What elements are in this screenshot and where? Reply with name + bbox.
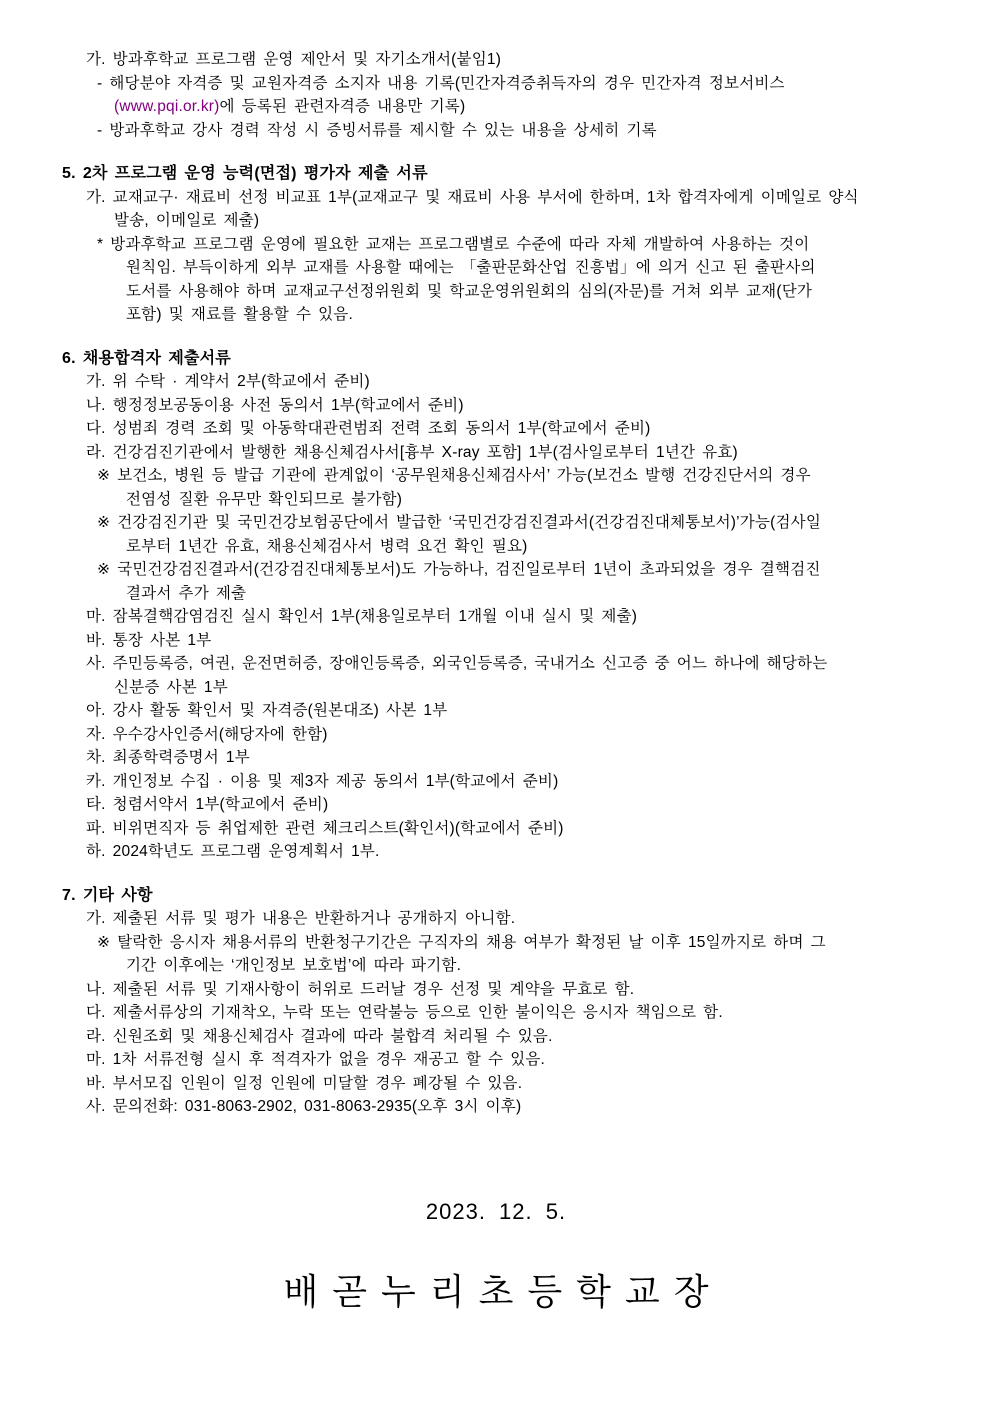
document-line xyxy=(86,605,992,629)
document-line xyxy=(126,582,992,606)
text-run: 결과서 추가 제출 xyxy=(126,584,247,602)
document-line xyxy=(97,511,992,535)
text-run: 에 등록된 관련자격증 내용만 기록) xyxy=(219,98,466,115)
document-line xyxy=(86,1001,992,1025)
document-line xyxy=(86,978,992,1002)
document-line xyxy=(126,535,992,559)
document-line xyxy=(86,746,992,770)
document-line xyxy=(86,1072,992,1096)
document-line xyxy=(97,72,992,96)
text-run: ※ 국민건강검진결과서(건강검진대체통보서)도 가능하나, 검진일로부터 1년이 초과되었을 경우 결핵검진 xyxy=(97,561,821,578)
document-line xyxy=(86,793,992,817)
document-line xyxy=(126,280,992,304)
text-run: 라. 건강검진기관에서 발행한 채용신체검사서[흉부 X-ray 포함] 1부(검사일로부터 1년간 유효) xyxy=(86,443,738,461)
text-run: 원칙임. 부득이하게 외부 교재를 사용할 때에는 「출판문화산업 진흥법」에 의거 신고 된 출판사의 xyxy=(126,259,816,276)
text-run: 카. 개인정보 수집 · 이용 및 제3자 제공 동의서 1부(학교에서 준비) xyxy=(86,772,559,790)
text-run: 차. 최종학력증명서 1부 xyxy=(86,749,250,766)
text-run: 가. 교재교구· 재료비 선정 비교표 1부(교재교구 및 재료비 사용 부서에 한하며, 1차 합격자에게 이메일로 양식 xyxy=(86,188,859,206)
text-run: 가. 제출된 서류 및 평가 내용은 반환하거나 공개하지 아니함. xyxy=(86,910,516,927)
text-run: 가. 위 수탁 · 계약서 2부(학교에서 준비) xyxy=(86,373,370,390)
document-line xyxy=(86,370,992,394)
text-run: 7. 기타 사항 xyxy=(62,886,153,904)
url-link[interactable]: (www.pqi.or.kr) xyxy=(114,98,220,115)
text-run: 하. 2024학년도 프로그램 운영계획서 1부. xyxy=(86,843,380,860)
text-run: 기간 이후에는 ‘개인정보 보호법’에 따라 파기함. xyxy=(126,957,462,974)
text-run: 6. 채용합격자 제출서류 xyxy=(62,349,231,367)
text-run: - 해당분야 자격증 및 교원자격증 소지자 내용 기록(민간자격증취득자의 경우 민간자격 정보서비스 xyxy=(97,74,785,92)
document-line xyxy=(114,95,992,119)
section-heading xyxy=(62,162,992,186)
document-line xyxy=(97,464,992,488)
text-run: 로부터 1년간 유효, 채용신체검사서 병력 요건 확인 필요) xyxy=(126,537,528,555)
text-run: 다. 제출서류상의 기재착오, 누락 또는 연락불능 등으로 인한 불이익은 응시자 책임으로 함. xyxy=(86,1004,723,1021)
text-run: 마. 1차 서류전형 실시 후 적격자가 없을 경우 재공고 할 수 있음. xyxy=(86,1051,546,1068)
document-line xyxy=(126,488,992,512)
document-line xyxy=(126,303,992,327)
text-run: ※ 건강검진기관 및 국민건강보험공단에서 발급한 ‘국민건강검진결과서(건강검진대체통보서)’가능(검사일 xyxy=(97,514,822,531)
text-run: 마. 잠복결핵감염검진 실시 확인서 1부(채용일로부터 1개월 이내 실시 및 제출) xyxy=(86,608,638,625)
document-line xyxy=(86,1095,992,1119)
signature-principal: 배곧누리초등학교장 xyxy=(283,1270,723,1312)
document-line xyxy=(86,723,992,747)
text-run: 신분증 사본 1부 xyxy=(114,678,228,696)
section-heading xyxy=(62,884,992,908)
text-run: - 방과후학교 강사 경력 작성 시 증빙서류를 제시할 수 있는 내용을 상세히 기록 xyxy=(97,121,657,139)
text-run: 다. 성범죄 경력 조회 및 아동학대관련범죄 전력 조회 동의서 1부(학교에서 준비) xyxy=(86,420,651,437)
document-line xyxy=(126,256,992,280)
text-run: 나. 행정정보공동이용 사전 동의서 1부(학교에서 준비) xyxy=(86,396,464,414)
document-line xyxy=(86,441,992,465)
text-run: 라. 신원조회 및 채용신체검사 결과에 따라 불합격 처리될 수 있음. xyxy=(86,1027,553,1045)
document-line xyxy=(86,394,992,418)
document-line xyxy=(86,840,992,864)
section-heading xyxy=(62,347,992,371)
document-line xyxy=(97,558,992,582)
document-line xyxy=(97,233,992,257)
text-run: 타. 청렴서약서 1부(학교에서 준비) xyxy=(86,796,329,813)
document-line xyxy=(86,770,992,794)
text-run: 자. 우수강사인증서(해당자에 한함) xyxy=(86,725,328,743)
text-run: 전염성 질환 유무만 확인되므로 불가함) xyxy=(126,490,403,508)
text-run: 바. 부서모집 인원이 일정 인원에 미달할 경우 폐강될 수 있음. xyxy=(86,1074,523,1092)
document-line xyxy=(97,119,992,143)
text-run: 바. 통장 사본 1부 xyxy=(86,631,212,649)
document-line xyxy=(86,629,992,653)
text-run: 가. 방과후학교 프로그램 운영 제안서 및 자기소개서(붙임1) xyxy=(86,51,502,68)
document-line xyxy=(86,186,992,210)
text-run: 사. 문의전화: 031-8063-2902, 031-8063-2935(오후 3시 이후) xyxy=(86,1098,522,1115)
text-run: 사. 주민등록증, 여권, 운전면허증, 장애인등록증, 외국인등록증, 국내거소 신고증 중 어느 하나에 해당하는 xyxy=(86,655,828,672)
document-date: 2023. 12. 5. xyxy=(425,1198,567,1224)
text-run: 발송, 이메일로 제출) xyxy=(114,212,260,229)
text-run: * 방과후학교 프로그램 운영에 필요한 교재는 프로그램별로 수준에 따라 자체 개발하여 사용하는 것이 xyxy=(97,235,810,253)
text-run: 포함) 및 재료를 활용할 수 있음. xyxy=(126,306,353,323)
text-run: ※ 보건소, 병원 등 발급 기관에 관계없이 ‘공무원채용신체검사서’ 가능(보건소 발행 건강진단서의 경우 xyxy=(97,467,811,484)
document-line xyxy=(114,676,992,700)
text-run: ※ 탈락한 응시자 채용서류의 반환청구기간은 구직자의 채용 여부가 확정된 날 이후 15일까지로 하며 그 xyxy=(97,933,826,951)
document-line xyxy=(86,48,992,72)
text-run: 아. 강사 활동 확인서 및 자격증(원본대조) 사본 1부 xyxy=(86,702,448,719)
document-line xyxy=(86,1048,992,1072)
document-line xyxy=(126,954,992,978)
text-run: 5. 2차 프로그램 운영 능력(면접) 평가자 제출 서류 xyxy=(62,165,428,182)
document-line xyxy=(97,931,992,955)
text-run: 나. 제출된 서류 및 기재사항이 허위로 드러날 경우 선정 및 계약을 무효로 함. xyxy=(86,980,635,998)
text-run: 도서를 사용해야 하며 교재교구선정위원회 및 학교운영위원회의 심의(자문)를 거쳐 외부 교재(단가 xyxy=(126,282,813,300)
document-line xyxy=(114,209,992,233)
document-line xyxy=(86,652,992,676)
document-line xyxy=(86,907,992,931)
document-line xyxy=(86,1025,992,1049)
document-line xyxy=(86,417,992,441)
document-line xyxy=(86,817,992,841)
document-line xyxy=(86,699,992,723)
text-run: 파. 비위면직자 등 취업제한 관련 체크리스트(확인서)(학교에서 준비) xyxy=(86,819,564,837)
